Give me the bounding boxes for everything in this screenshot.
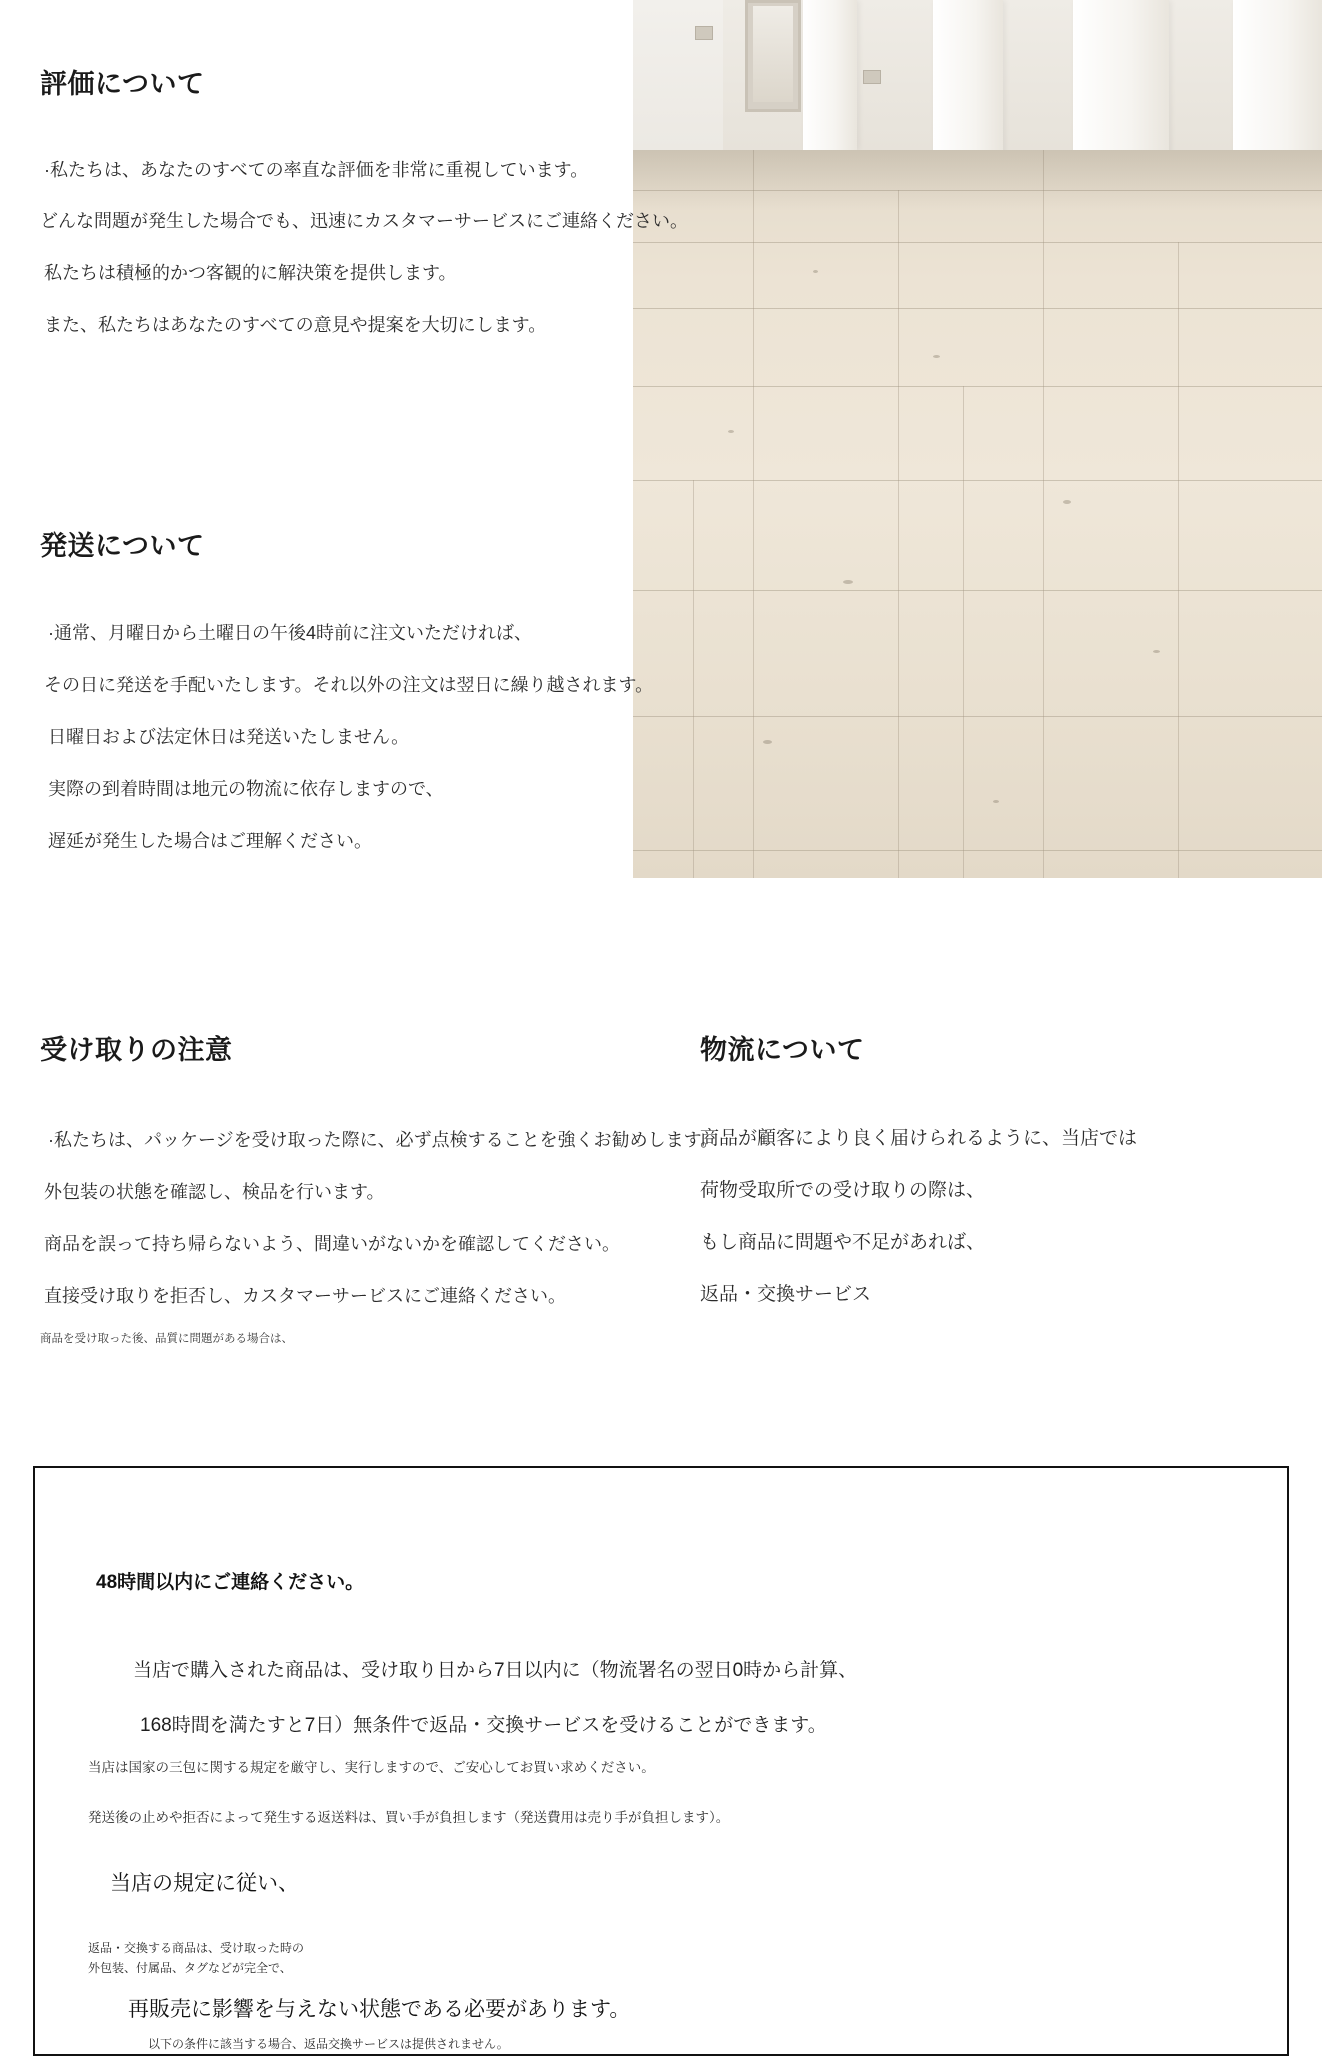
- shipping-line: ·通常、月曜日から土曜日の午後4時前に注文いただければ、: [48, 623, 533, 643]
- receiving-section-title: 受け取りの注意: [40, 1035, 233, 1065]
- photo-pillar: [933, 0, 1003, 165]
- corridor-interior-photo: [633, 0, 1322, 878]
- rating-line: ·私たちは、あなたのすべての率直な評価を非常に重視しています。: [44, 160, 589, 180]
- logistics-line: 荷物受取所での受け取りの際は、: [700, 1180, 986, 1201]
- receiving-line: 外包装の状態を確認し、検品を行います。: [44, 1182, 385, 1202]
- policy-line: 外包装、付属品、タグなどが完全で、: [88, 1961, 292, 1975]
- policy-heading: 48時間以内にご連絡ください。: [96, 1572, 365, 1593]
- shipping-line: 実際の到着時間は地元の物流に依存しますので、: [48, 779, 444, 799]
- policy-line: 168時間を満たすと7日）無条件で返品・交換サービスを受けることができます。: [140, 1715, 827, 1736]
- receiving-line: ·私たちは、パッケージを受け取った際に、必ず点検することを強くお勧めします。: [48, 1130, 719, 1150]
- policy-line: 再販売に影響を与えない状態である必要があります。: [128, 1998, 631, 2021]
- receiving-line: 商品を誤って持ち帰らないよう、間違いがないかを確認してください。: [44, 1234, 620, 1254]
- photo-door-panel: [753, 6, 793, 102]
- receiving-line: 直接受け取りを拒否し、カスタマーサービスにご連絡ください。: [44, 1286, 566, 1306]
- photo-pillar: [803, 0, 857, 150]
- rating-line: 私たちは積極的かつ客観的に解決策を提供します。: [44, 263, 457, 283]
- shipping-line: その日に発送を手配いたします。それ以外の注文は翌日に繰り越されます。: [44, 675, 654, 695]
- logistics-line: 返品・交換サービス: [700, 1284, 872, 1305]
- shipping-section-title: 発送について: [40, 531, 205, 561]
- policy-line: 当店は国家の三包に関する規定を厳守し、実行しますので、ご安心してお買い求めください。: [88, 1760, 655, 1775]
- photo-floor-shadow: [633, 150, 1322, 210]
- photo-wall-socket: [695, 26, 713, 40]
- rating-line: どんな問題が発生した場合でも、迅速にカスタマーサービスにご連絡ください。: [40, 211, 688, 231]
- logistics-line: 商品が顧客により良く届けられるように、当店では: [700, 1128, 1138, 1149]
- policy-line: 当店で購入された商品は、受け取り日から7日以内に（物流署名の翌日0時から計算、: [133, 1660, 858, 1681]
- logistics-line: もし商品に問題や不足があれば、: [700, 1232, 986, 1253]
- policy-line: 以下の条件に該当する場合、返品交換サービスは提供されません。: [148, 2037, 509, 2051]
- rating-section-title: 評価について: [40, 69, 205, 99]
- policy-line: 当店の規定に従い、: [110, 1872, 299, 1895]
- photo-stone-floor: [633, 150, 1322, 878]
- shipping-line: 日曜日および法定休日は発送いたしません。: [48, 727, 410, 747]
- receiving-note: 商品を受け取った後、品質に問題がある場合は、: [40, 1333, 293, 1345]
- policy-line: 発送後の止めや拒否によって発生する返送料は、買い手が負担します（発送費用は売り手が負担します）。: [88, 1810, 730, 1825]
- rating-line: また、私たちはあなたのすべての意見や提案を大切にします。: [44, 315, 547, 335]
- shipping-line: 遅延が発生した場合はご理解ください。: [48, 831, 372, 851]
- policy-line: 返品・交換する商品は、受け取った時の: [88, 1941, 305, 1955]
- photo-wall-socket: [863, 70, 881, 84]
- logistics-section-title: 物流について: [700, 1035, 865, 1065]
